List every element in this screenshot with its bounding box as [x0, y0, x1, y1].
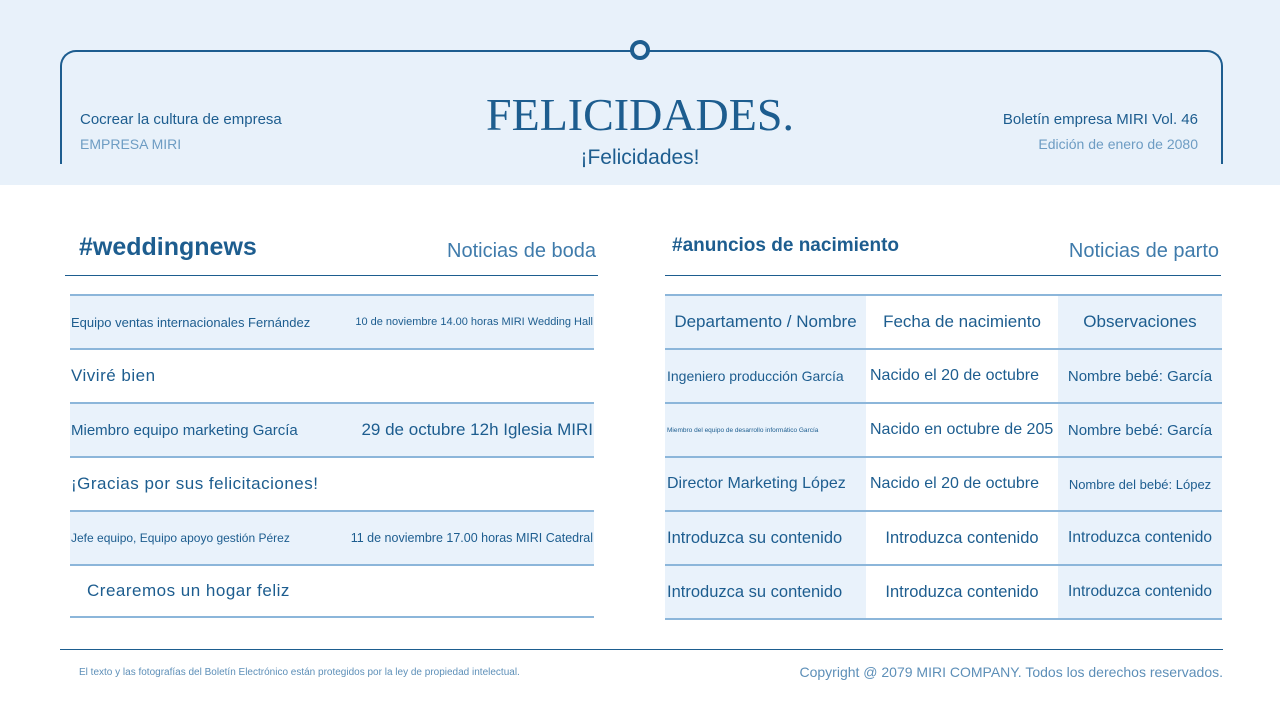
birth-section-subtitle: Noticias de parto: [1068, 240, 1219, 262]
wedding-row-message: Viviré bien: [71, 366, 156, 385]
table-row: [665, 348, 1222, 402]
birth-section-title: #anuncios de nacimiento: [672, 235, 899, 256]
wedding-row-details: 11 de noviembre 17.00 horas MIRI Catedral: [350, 531, 593, 545]
wedding-row-message: Crearemos un hogar feliz: [87, 581, 290, 600]
footer-rule: [60, 649, 1223, 650]
wedding-row: [70, 564, 594, 618]
wedding-row-name: Jefe equipo, Equipo apoyo gestión Pérez: [71, 531, 290, 545]
wedding-row-name: Miembro equipo marketing García: [71, 421, 298, 439]
wedding-row: [70, 294, 594, 348]
wedding-row: [70, 402, 594, 456]
birth-cell-date: Introduzca contenido: [866, 566, 1058, 618]
newsletter-edition: Edición de enero de 2080: [1038, 136, 1198, 152]
birth-cell-date: Nacido el 20 de octubre: [866, 350, 1058, 402]
header-birth-date: Fecha de nacimiento: [866, 296, 1058, 348]
table-row: [665, 456, 1222, 510]
birth-section-rule: [665, 275, 1221, 276]
table-row: [665, 510, 1222, 564]
page-title: FELICIDADES.: [486, 89, 794, 140]
footer-copyright: Copyright @ 2079 MIRI COMPANY. Todos los derechos reservados.: [799, 664, 1223, 680]
table-row: [665, 564, 1222, 618]
wedding-row: [70, 348, 594, 402]
birth-table-header: [665, 294, 1222, 348]
header-ornament-dot: [630, 40, 650, 60]
header-remarks: Observaciones: [1058, 296, 1222, 348]
wedding-row-name: Equipo ventas internacionales Fernández: [71, 314, 311, 330]
birth-cell-remarks: Nombre bebé: García: [1058, 350, 1222, 402]
birth-cell-name: Introduzca su contenido: [665, 512, 866, 564]
newsletter-volume: Boletín empresa MIRI Vol. 46: [1002, 111, 1198, 128]
birth-cell-remarks: Introduzca contenido: [1058, 512, 1222, 564]
birth-cell-remarks: Nombre del bebé: López: [1058, 458, 1222, 510]
page-subtitle: ¡Felicidades!: [580, 146, 700, 169]
wedding-section-rule: [65, 275, 598, 276]
birth-cell-name: Introduzca su contenido: [665, 566, 866, 618]
birth-cell-remarks: Introduzca contenido: [1058, 566, 1222, 618]
tagline: Cocrear la cultura de empresa: [80, 111, 282, 128]
wedding-section-subtitle: Noticias de boda: [447, 240, 596, 262]
header-department-name: Departamento / Nombre: [665, 296, 866, 348]
birth-cell-name: Director Marketing López: [665, 458, 866, 510]
birth-table: [665, 294, 1222, 620]
birth-cell-remarks: Nombre bebé: García: [1058, 404, 1222, 456]
footer-disclaimer: El texto y las fotografías del Boletín Electrónico están protegidos por la ley de propiedad intelectual.: [79, 667, 520, 678]
birth-cell-name: Ingeniero producción García: [665, 350, 866, 402]
wedding-row-message: ¡Gracias por sus felicitaciones!: [71, 474, 319, 493]
wedding-list: [70, 294, 594, 618]
birth-cell-name: Miembro del equipo de desarrollo informático García: [665, 404, 866, 456]
table-row: [665, 402, 1222, 456]
wedding-row-details: 29 de octubre 12h Iglesia MIRI: [361, 420, 593, 439]
birth-cell-date: Introduzca contenido: [866, 512, 1058, 564]
wedding-row: [70, 456, 594, 510]
company-name: EMPRESA MIRI: [80, 136, 182, 152]
wedding-section-title: #weddingnews: [79, 233, 257, 261]
birth-cell-date: Nacido en octubre de 205: [866, 404, 1058, 456]
wedding-row: [70, 510, 594, 564]
birth-cell-date: Nacido el 20 de octubre: [866, 458, 1058, 510]
wedding-row-details: 10 de noviembre 14.00 horas MIRI Wedding Hall: [355, 316, 593, 328]
